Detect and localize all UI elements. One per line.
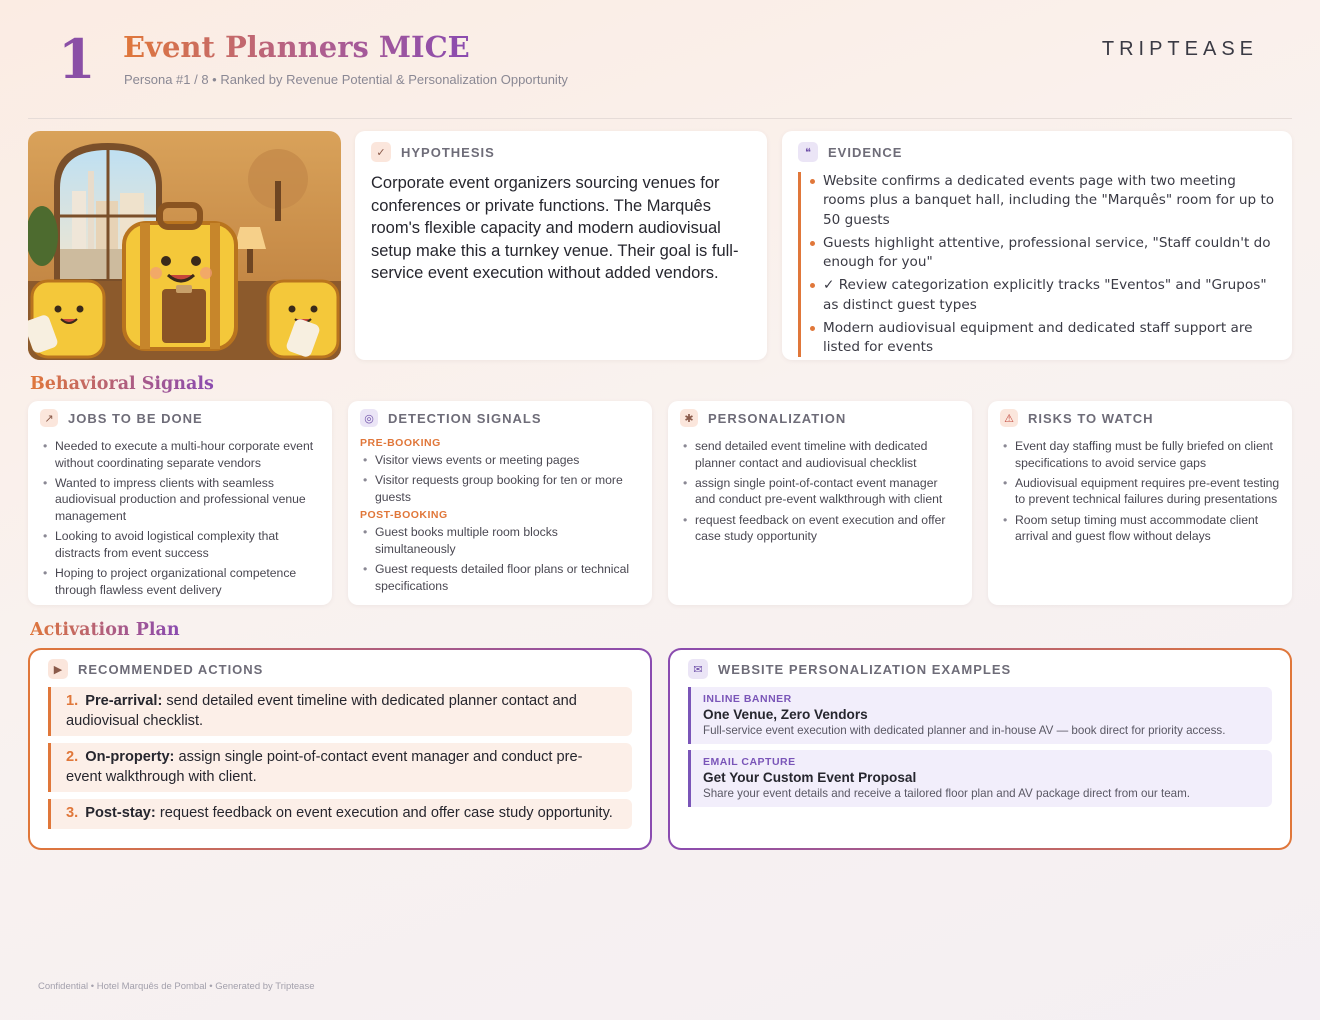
example-kind: EMAIL CAPTURE xyxy=(703,756,796,768)
risks-label: RISKS TO WATCH xyxy=(1028,410,1154,426)
list-item: • send detailed event timeline with dedicated planner contact and audiovisual checklist xyxy=(680,438,960,471)
header-divider xyxy=(28,118,1292,119)
example-headline: One Venue, Zero Vendors xyxy=(703,707,868,722)
evidence-item: Website confirms a dedicated events page with two meeting rooms plus a banquet hall, including the "Marquês" room for up to 50 guests xyxy=(823,172,1276,230)
action-item xyxy=(48,687,632,736)
evidence-item: Guests highlight attentive, professional service, "Staff couldn't do enough for you" xyxy=(823,234,1276,273)
list-item: • Guest books multiple room blocks simultaneously xyxy=(360,524,640,557)
action-phase: On-property: xyxy=(85,749,175,766)
action-text: assign single point-of-contact event manager and conduct pre-event walkthrough with client. xyxy=(66,749,583,785)
detection-card xyxy=(348,401,652,605)
example-kind: INLINE BANNER xyxy=(703,693,792,705)
jobs-label: JOBS TO BE DONE xyxy=(68,410,203,426)
page-subtitle: Persona #1 / 8 • Ranked by Revenue Potential & Personalization Opportunity xyxy=(124,72,568,87)
risks-list xyxy=(1000,438,1280,545)
action-number: 2. xyxy=(66,749,79,766)
action-phase: Post-stay: xyxy=(85,805,156,822)
list-item: • assign single point-of-contact event manager and conduct pre-event walkthrough with client xyxy=(680,475,960,508)
personalization-card xyxy=(668,401,972,605)
post-booking-list xyxy=(360,524,640,594)
evidence-list xyxy=(798,172,1276,357)
action-item xyxy=(48,743,632,792)
example-body: Full-service event execution with dedicated planner and in-house AV — book direct for priority access. xyxy=(703,724,1226,737)
target-icon: ◎ xyxy=(360,409,378,427)
persona-rank: 1 xyxy=(58,27,96,91)
list-item: • Needed to execute a multi-hour corporate event without coordinating separate vendors xyxy=(40,438,320,471)
examples-label: WEBSITE PERSONALIZATION EXAMPLES xyxy=(718,661,1012,677)
example-headline: Get Your Custom Event Proposal xyxy=(703,770,917,785)
page-title: Event Planners MICE xyxy=(123,30,470,64)
behavioral-signals-heading: Behavioral Signals xyxy=(30,374,214,394)
actions-label: RECOMMENDED ACTIONS xyxy=(78,661,264,677)
play-icon: ▶ xyxy=(48,659,68,679)
persona-illustration xyxy=(28,131,341,360)
jobs-list xyxy=(40,438,320,598)
recommended-actions-card xyxy=(28,648,652,850)
pre-booking-list xyxy=(360,452,640,505)
example-email-capture xyxy=(688,750,1272,807)
evidence-card xyxy=(782,131,1292,360)
list-item: • Event day staffing must be fully briefed on client specifications to avoid service gaps xyxy=(1000,438,1280,471)
action-number: 3. xyxy=(66,805,79,822)
evidence-label: EVIDENCE xyxy=(828,144,903,160)
check-icon: ✓ xyxy=(371,142,391,162)
evidence-item: Modern audiovisual equipment and dedicated staff support are listed for events xyxy=(823,319,1276,358)
list-item: • Visitor requests group booking for ten or more guests xyxy=(360,472,640,505)
action-number: 1. xyxy=(66,693,79,709)
list-item: • Hoping to project organizational competence through flawless event delivery xyxy=(40,565,320,598)
action-text: send detailed event timeline with dedicated planner contact and audiovisual checklist. xyxy=(66,693,577,729)
mail-icon: ✉ xyxy=(688,659,708,679)
detection-label: DETECTION SIGNALS xyxy=(388,410,542,426)
list-item: • Room setup timing must accommodate client arrival and guest flow without delays xyxy=(1000,512,1280,545)
list-item: • request feedback on event execution and offer case study opportunity xyxy=(680,512,960,545)
quote-icon: ❝ xyxy=(798,142,818,162)
activation-plan-heading: Activation Plan xyxy=(30,620,180,640)
personalization-examples-card xyxy=(668,648,1292,850)
personalization-list xyxy=(680,438,960,545)
action-item xyxy=(48,799,632,829)
hypothesis-card xyxy=(355,131,767,360)
list-item: • Visitor views events or meeting pages xyxy=(360,452,640,469)
evidence-item: ✓ Review categorization explicitly tracks "Eventos" and "Grupos" as distinct guest types xyxy=(823,276,1276,315)
pre-booking-label: PRE-BOOKING xyxy=(360,437,441,449)
hypothesis-label: HYPOTHESIS xyxy=(401,144,495,160)
personalization-label: PERSONALIZATION xyxy=(708,410,847,426)
list-item: • Looking to avoid logistical complexity that distracts from event success xyxy=(40,528,320,561)
brand-logo: TRIPTEASE xyxy=(1101,38,1258,60)
list-item: • Audiovisual equipment requires pre-event testing to prevent technical failures during presentations xyxy=(1000,475,1280,508)
post-booking-label: POST-BOOKING xyxy=(360,509,448,522)
example-inline-banner xyxy=(688,687,1272,744)
risks-card xyxy=(988,401,1292,605)
action-text: request feedback on event execution and offer case study opportunity. xyxy=(159,805,613,822)
example-body: Share your event details and receive a tailored floor plan and AV package direct from our team. xyxy=(703,787,1190,800)
action-phase: Pre-arrival: xyxy=(85,693,163,709)
hypothesis-text: Corporate event organizers sourcing venues for conferences or private functions. The Marquês room's flexible capacity and modern audiovisual setup make this a turnkey venue. Their goal is full-service event execution without added vendors. xyxy=(371,174,739,282)
warning-icon: ⚠ xyxy=(1000,409,1018,427)
jobs-card xyxy=(28,401,332,605)
list-item: • Guest requests detailed floor plans or technical specifications xyxy=(360,561,640,594)
asterisk-icon: ✱ xyxy=(680,409,698,427)
list-item: • Wanted to impress clients with seamless audiovisual production and professional venue management xyxy=(40,475,320,525)
arrow-up-right-icon: ↗ xyxy=(40,409,58,427)
page-footer: Confidential • Hotel Marquês de Pombal • Generated by Triptease xyxy=(38,981,315,992)
